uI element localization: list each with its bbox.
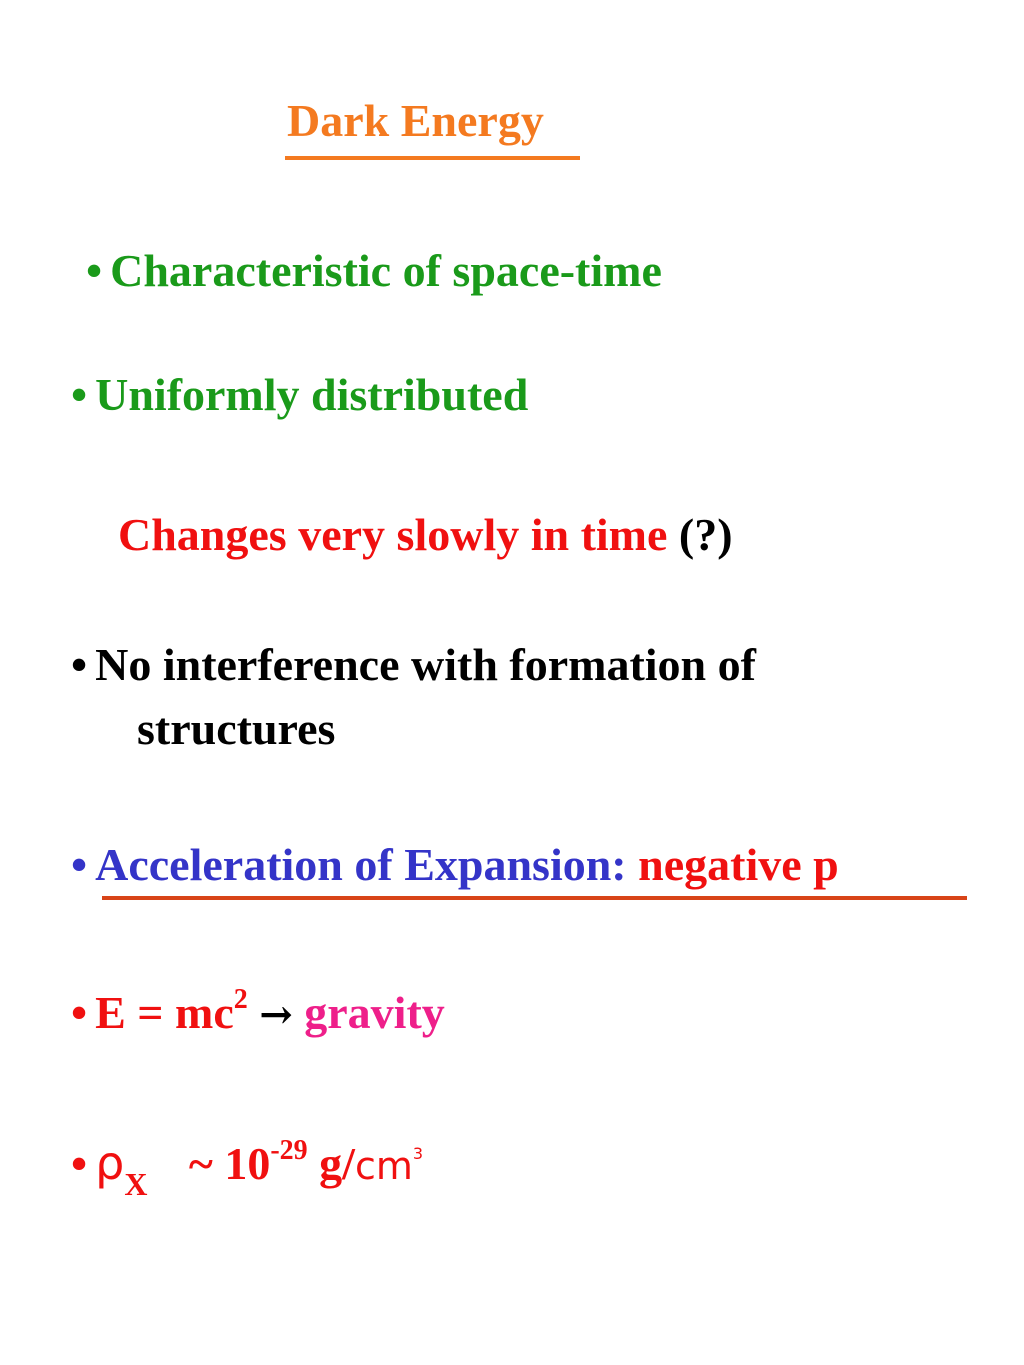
bullet-text: structures xyxy=(137,703,336,754)
density-unit-text: g/ xyxy=(319,1138,355,1189)
question-mark-text: (?) xyxy=(678,509,733,560)
acceleration-text: Acceleration of Expansion: xyxy=(95,839,627,890)
emc-exponent: 2 xyxy=(233,984,248,1015)
bullet-dot: • xyxy=(86,245,103,296)
rho-symbol: ρ xyxy=(95,1136,125,1190)
bullet-dot: • xyxy=(71,987,88,1038)
bullet-no-interference xyxy=(71,639,756,690)
density-exponent: -29 xyxy=(270,1135,308,1166)
bullet-dot: • xyxy=(71,369,88,420)
bullet-text: No interference with formation of xyxy=(95,639,756,690)
cm-exponent: 3 xyxy=(412,1144,424,1163)
bullet-emc2 xyxy=(71,984,445,1038)
acceleration-underline xyxy=(102,896,967,900)
title-underline xyxy=(285,156,580,160)
bullet-text: Characteristic of space-time xyxy=(110,245,662,296)
bullet-text: Uniformly distributed xyxy=(95,369,529,420)
bullet-characteristic xyxy=(86,245,662,296)
right-arrow-icon: → xyxy=(259,991,293,1038)
slide-title-text: Dark Energy xyxy=(287,95,544,146)
bullet-dot: • xyxy=(71,839,88,890)
emc-text: E = mc xyxy=(95,987,234,1038)
bullet-dot: • xyxy=(71,639,88,690)
bullet-no-interference-cont xyxy=(137,703,336,754)
density-approx-text: ~ 10 xyxy=(188,1138,271,1189)
bullet-dot: • xyxy=(71,1138,88,1189)
slide-title xyxy=(287,95,544,146)
negative-p-text: negative p xyxy=(638,839,839,890)
gravity-text: gravity xyxy=(304,987,445,1038)
changes-slowly-line xyxy=(118,509,733,560)
bullet-acceleration xyxy=(71,839,839,890)
rho-subscript: X xyxy=(124,1166,148,1202)
cm-text: cm xyxy=(354,1144,413,1188)
changes-slowly-text: Changes very slowly in time xyxy=(118,509,668,560)
bullet-uniform xyxy=(71,369,529,420)
bullet-density xyxy=(71,1135,424,1202)
cm3-unit xyxy=(355,1144,423,1188)
